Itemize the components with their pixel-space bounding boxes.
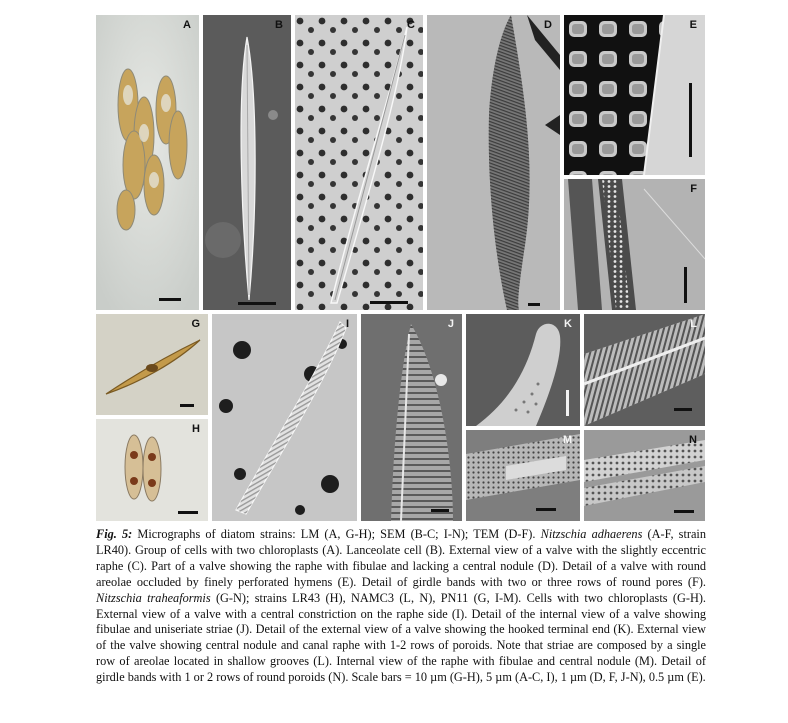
panel-i	[212, 314, 357, 521]
figure-label: Fig. 5:	[96, 527, 133, 541]
panel-a	[96, 15, 199, 310]
panel-m	[466, 430, 580, 521]
panel-e-micrograph	[564, 15, 705, 175]
caption-seg-4: (G-N); strains LR43 (H), NAMC3 (L, N), PN11 (G, I-M). Cells with two chloroplasts (G-H). External view of a valve with a central constriction on the raphe side (I). Detail of the internal view of a valve showing fibulae and uniseriate striae (J). Detail of the external view of a valve showing the hooked terminal end (K). External view of the valve showing central nodule and canal raphe with 1-2 rows of poroids. Note that striae are composed by a single row of areolae located in shallow grooves (L). Internal view of the raphe with fibulae and central nodule (M). Detail of girdle bands with 1 or 2 rows of round poroids (N). Scale bars = 10 µm (G-H), 5 µm (A-C, I), 1 µm (D, F, J-N), 0.5 µm (E).	[96, 590, 706, 685]
caption-seg-2: (A-F, strain LR40). Group of cells with two chloroplasts (A). Lanceolate cell (B). External view of a valve with the slightly eccentric raphe (C). Part of a valve showing the raphe with fibulae and lacking a central nodule (D). Detail of a valve with round areolae occluded by finely perforated hymens (E). Detail of girdle bands with two or three rows of round pores (F).	[96, 527, 706, 589]
panel-g-label: G	[191, 318, 200, 330]
panel-l-micrograph	[584, 314, 705, 426]
panel-d-label: D	[544, 19, 552, 31]
panel-i-micrograph	[212, 314, 357, 521]
panel-m-label: M	[562, 434, 572, 446]
panel-c-label: C	[407, 19, 415, 31]
caption-seg-1: Nitzschia adhaerens	[540, 527, 643, 541]
panel-k-micrograph	[466, 314, 580, 426]
panel-a-micrograph	[96, 15, 199, 310]
panel-d	[427, 15, 560, 310]
panel-e-label: E	[689, 19, 697, 31]
panel-l	[584, 314, 705, 426]
panel-i-label: I	[345, 318, 349, 330]
panel-k-label: K	[564, 318, 572, 330]
panel-c	[295, 15, 423, 310]
panel-b-micrograph	[203, 15, 291, 310]
panel-f-label: F	[690, 183, 697, 195]
caption-seg-3: Nitzschia traheaformis	[96, 590, 211, 605]
caption-seg-0: Micrographs of diatom strains: LM (A, G-H); SEM (B-C; I-N); TEM (D-F).	[132, 527, 541, 541]
panel-b	[203, 15, 291, 310]
panel-j-micrograph	[361, 314, 462, 521]
panel-k	[466, 314, 580, 426]
panel-b-label: B	[275, 19, 283, 31]
panel-e	[564, 15, 705, 175]
panel-n-micrograph	[584, 430, 705, 521]
panel-n	[584, 430, 705, 521]
panel-h	[96, 419, 208, 521]
panel-j-label: J	[447, 318, 454, 330]
panel-n-label: N	[689, 434, 697, 446]
panel-h-label: H	[192, 423, 200, 435]
figure-caption	[96, 527, 706, 686]
panel-a-label: A	[183, 19, 191, 31]
panel-f	[564, 179, 705, 310]
panel-f-micrograph	[564, 179, 705, 310]
panel-d-micrograph	[427, 15, 560, 310]
panel-c-micrograph	[295, 15, 423, 310]
panel-j	[361, 314, 462, 521]
panel-g	[96, 314, 208, 415]
panel-l-label: L	[690, 318, 697, 330]
